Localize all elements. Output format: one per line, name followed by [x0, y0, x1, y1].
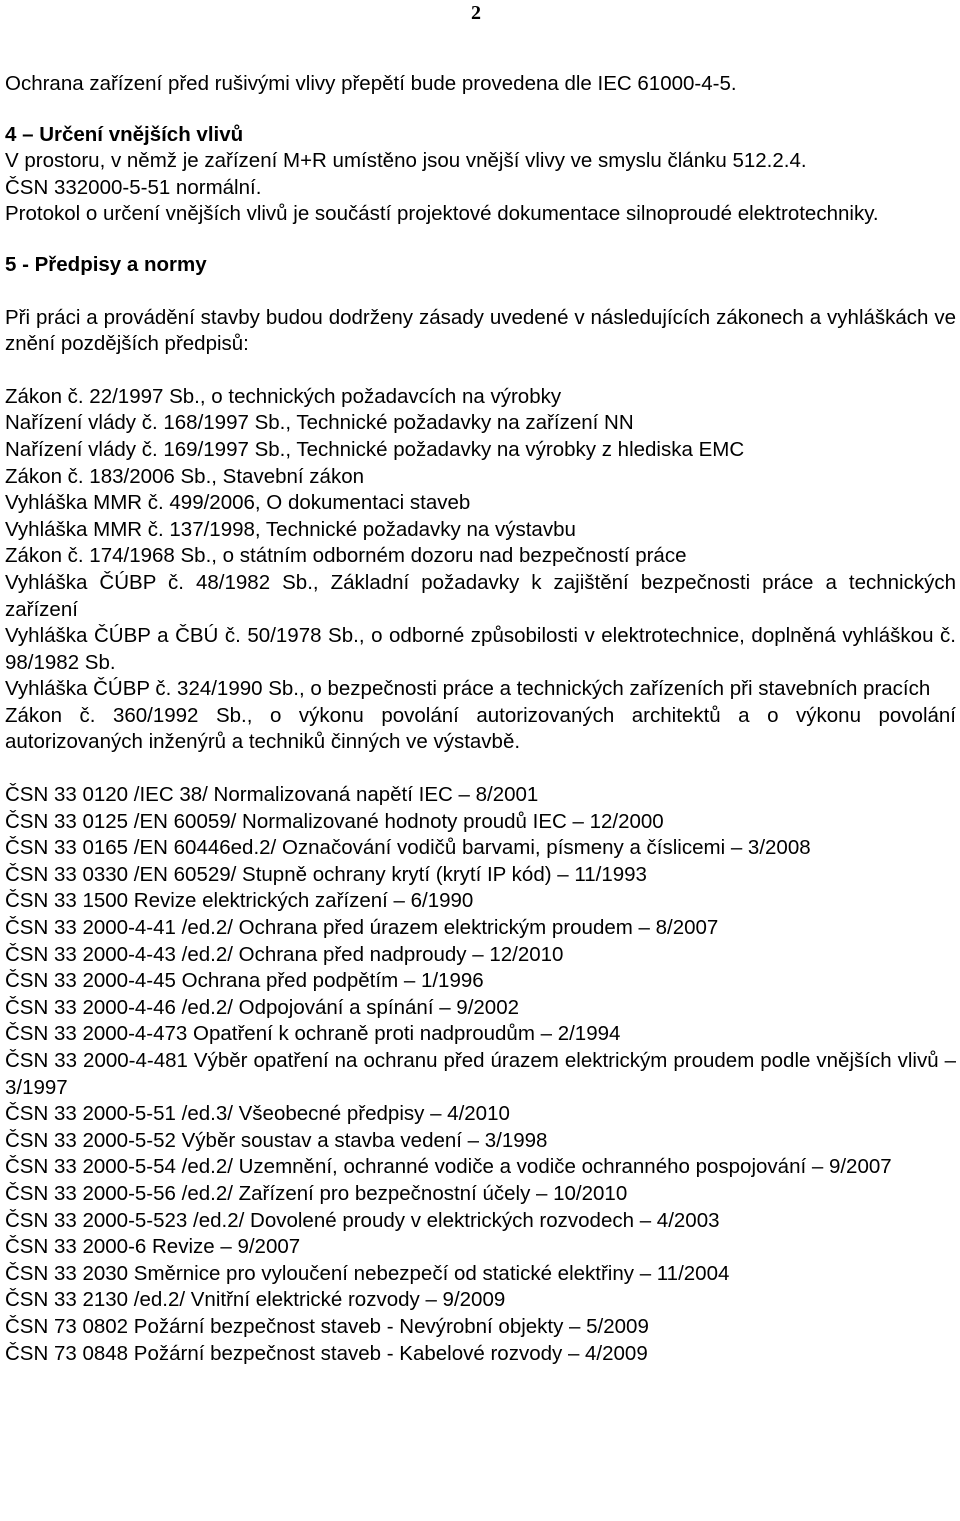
standard-item: ČSN 73 0802 Požární bezpečnost staveb - Nevýrobní objekty – 5/2009 — [5, 1314, 649, 1338]
law-item: Vyhláška MMR č. 499/2006, O dokumentaci staveb — [5, 491, 471, 515]
law-item: Vyhláška ČÚBP č. 324/1990 Sb., o bezpečnosti práce a technických zařízeních při stavebních pracích — [5, 677, 931, 701]
law-item: Zákon č. 22/1997 Sb., o technických požadavcích na výrobky — [5, 384, 562, 408]
standard-item: ČSN 33 2000-5-54 /ed.2/ Uzemnění, ochranné vodiče a vodiče ochranného pospojování – 9/2007 — [5, 1155, 892, 1179]
section-5-heading: 5 - Předpisy a normy — [5, 252, 207, 276]
standard-item: ČSN 33 2030 Směrnice pro vyloučení nebezpečí od statické elektřiny – 11/2004 — [5, 1261, 730, 1285]
section-4-paragraph: Protokol o určení vnějších vlivů je součástí projektové dokumentace silnoproudé elektrotechniky. — [5, 202, 879, 226]
standard-item: ČSN 33 2000-5-52 Výběr soustav a stavba vedení – 3/1998 — [5, 1128, 548, 1152]
law-item: Zákon č. 360/1992 Sb., o výkonu povolání autorizovaných architektů a o výkonu povolání autorizovaných inženýrů a techniků činných ve výstavbě. — [5, 703, 956, 754]
law-item: Zákon č. 174/1968 Sb., o státním odborném dozoru nad bezpečností práce — [5, 544, 687, 568]
law-item: Vyhláška ČÚBP a ČBÚ č. 50/1978 Sb., o odborné způsobilosti v elektrotechnice, doplněná vyhláškou č. 98/1982 Sb. — [5, 624, 956, 674]
intro-paragraph: Ochrana zařízení před rušivými vlivy přepětí bude provedena dle IEC 61000-4-5. — [5, 72, 737, 95]
law-item: Zákon č. 183/2006 Sb., Stavební zákon — [5, 464, 364, 488]
standard-item: ČSN 33 2000-6 Revize – 9/2007 — [5, 1235, 301, 1259]
section-4-line-1: V prostoru, v němž je zařízení M+R umístěno jsou vnější vlivy ve smyslu článku 512.2.4. — [5, 149, 807, 173]
standard-item: ČSN 33 0165 /EN 60446ed.2/ Označování vodičů barvami, písmeny a číslicemi – 3/2008 — [5, 836, 811, 860]
standard-item: ČSN 33 0330 /EN 60529/ Stupně ochrany krytí (krytí IP kód) – 11/1993 — [5, 862, 647, 886]
standard-item: ČSN 33 0120 /IEC 38/ Normalizovaná napětí IEC – 8/2001 — [5, 783, 539, 807]
section-5-paragraph: Při práci a provádění stavby budou dodrženy zásady uvedené v následujících zákonech a vyhláškách ve znění pozdějších předpisů: — [5, 305, 956, 356]
standard-item: ČSN 33 2000-4-45 Ochrana před podpětím – 1/1996 — [5, 969, 484, 993]
laws-list — [5, 384, 956, 756]
law-item: Vyhláška MMR č. 137/1998, Technické požadavky na výstavbu — [5, 517, 576, 541]
page-number: 2 — [471, 2, 481, 24]
law-item: Nařízení vlády č. 168/1997 Sb., Technické požadavky na zařízení NN — [5, 411, 634, 435]
law-item: Vyhláška ČÚBP č. 48/1982 Sb., Základní požadavky k zajištění bezpečnosti práce a technických zařízení — [5, 570, 956, 621]
law-item: Nařízení vlády č. 169/1997 Sb., Technické požadavky na výrobky z hlediska EMC — [5, 437, 745, 461]
section-4-heading: 4 – Určení vnějších vlivů — [5, 122, 244, 146]
standard-item: ČSN 33 2000-4-481 Výběr opatření na ochranu před úrazem elektrickým proudem podle vnějších vlivů – 3/1997 — [5, 1049, 956, 1099]
standard-item: ČSN 33 2130 /ed.2/ Vnitřní elektrické rozvody – 9/2009 — [5, 1288, 506, 1312]
standards-list — [5, 782, 956, 1367]
standard-item: ČSN 33 2000-4-46 /ed.2/ Odpojování a spínání – 9/2002 — [5, 995, 520, 1019]
section-4-line-2: ČSN 332000-5-51 normální. — [5, 175, 262, 199]
standard-item: ČSN 33 2000-4-43 /ed.2/ Ochrana před nadproudy – 12/2010 — [5, 942, 564, 966]
document-body — [5, 71, 956, 1367]
standard-item: ČSN 33 0125 /EN 60059/ Normalizované hodnoty proudů IEC – 12/2000 — [5, 809, 664, 833]
standard-item: ČSN 33 1500 Revize elektrických zařízení – 6/1990 — [5, 889, 474, 913]
standard-item: ČSN 33 2000-5-56 /ed.2/ Zařízení pro bezpečnostní účely – 10/2010 — [5, 1181, 628, 1205]
standard-item: ČSN 33 2000-4-41 /ed.2/ Ochrana před úrazem elektrickým proudem – 8/2007 — [5, 916, 719, 940]
standard-item: ČSN 73 0848 Požární bezpečnost staveb - Kabelové rozvody – 4/2009 — [5, 1341, 648, 1365]
standard-item: ČSN 33 2000-5-523 /ed.2/ Dovolené proudy v elektrických rozvodech – 4/2003 — [5, 1208, 720, 1232]
standard-item: ČSN 33 2000-4-473 Opatření k ochraně proti nadproudům – 2/1994 — [5, 1022, 621, 1046]
standard-item: ČSN 33 2000-5-51 /ed.3/ Všeobecné předpisy – 4/2010 — [5, 1102, 510, 1126]
